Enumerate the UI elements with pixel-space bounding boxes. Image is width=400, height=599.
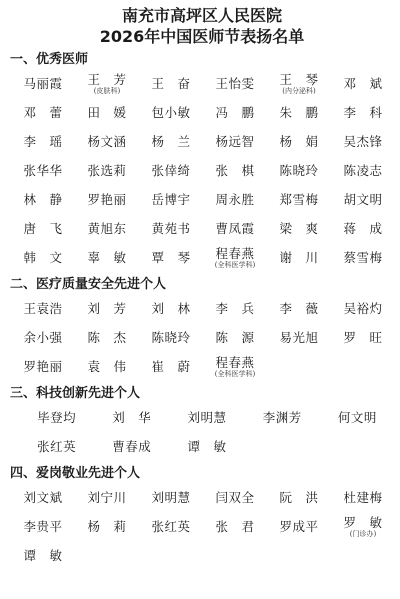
- person-name: 阮 洪: [279, 490, 319, 505]
- person-name: 陈晓玲: [279, 163, 319, 178]
- name-entry: [12, 294, 74, 323]
- person-name: 陈晓玲: [151, 330, 191, 345]
- name-entry: [321, 403, 394, 432]
- name-entry: [12, 214, 74, 243]
- person-name: 陈 杰: [87, 330, 127, 345]
- name-grid: [10, 69, 394, 272]
- person-name: 郑雪梅: [279, 192, 319, 207]
- name-entry: [140, 294, 202, 323]
- name-entry: [170, 432, 243, 461]
- name-entry: [12, 323, 74, 352]
- person-name: 刘文斌: [23, 490, 63, 505]
- person-name: 张 君: [215, 519, 255, 534]
- person-name: 吴裕灼: [343, 301, 383, 316]
- name-entry: [332, 483, 394, 512]
- name-entry: [76, 127, 138, 156]
- person-name: 刘宁川: [87, 490, 127, 505]
- name-entry: [12, 127, 74, 156]
- person-name: 蔡雪梅: [343, 250, 383, 265]
- person-name: 闫双全: [215, 490, 255, 505]
- name-entry: [204, 127, 266, 156]
- name-entry: [95, 403, 168, 432]
- name-entry: [170, 403, 243, 432]
- person-name: 马丽霞: [23, 76, 63, 91]
- person-name: 王 芳: [87, 71, 127, 87]
- person-name: 冯 鹏: [215, 105, 255, 120]
- document-title: 2026年中国医师节表扬名单: [99, 27, 305, 46]
- section-medical-quality: [10, 276, 394, 381]
- name-grid: [10, 403, 394, 461]
- name-entry: [76, 214, 138, 243]
- person-name: 周永胜: [215, 192, 255, 207]
- person-name: 张选莉: [87, 163, 127, 178]
- person-name: 陈凌志: [343, 163, 383, 178]
- name-entry: [332, 243, 394, 272]
- person-name: 田 媛: [87, 105, 127, 120]
- section-heading: 二、医疗质量安全先进个人: [10, 277, 167, 292]
- name-entry: [140, 214, 202, 243]
- name-entry: [140, 512, 202, 541]
- name-entry: [76, 512, 138, 541]
- person-name: 胡文明: [343, 192, 383, 207]
- person-name: 张倖绮: [151, 163, 191, 178]
- person-name: 刘 芳: [87, 301, 127, 316]
- name-entry: [140, 156, 202, 185]
- person-name: 李 薇: [279, 301, 319, 316]
- hospital-title: 南充市高坪区人民医院: [121, 6, 282, 25]
- name-entry: [76, 352, 138, 381]
- name-entry: [332, 69, 394, 98]
- name-entry: [268, 98, 330, 127]
- name-entry: [140, 352, 202, 381]
- name-entry: [204, 512, 266, 541]
- name-entry: [204, 185, 266, 214]
- person-name: 罗 敏: [343, 514, 383, 530]
- person-name: 杨 娟: [279, 134, 319, 149]
- section-tech-innovation: [10, 385, 394, 461]
- section-excellent-physicians: [10, 51, 394, 272]
- name-entry: [268, 214, 330, 243]
- name-entry: [12, 483, 74, 512]
- name-entry: [268, 185, 330, 214]
- department-note: (全科医学科): [214, 260, 256, 269]
- name-entry: [332, 127, 394, 156]
- name-entry: [268, 127, 330, 156]
- name-entry: [140, 98, 202, 127]
- person-name: 韩 文: [23, 250, 63, 265]
- person-name: 刘明慧: [151, 490, 191, 505]
- name-grid: [10, 483, 394, 570]
- name-entry: [12, 156, 74, 185]
- person-name: 李 兵: [215, 301, 255, 316]
- person-name: 罗 旺: [343, 330, 383, 345]
- department-note: (内分泌科): [282, 86, 316, 95]
- section-heading: 一、优秀医师: [10, 52, 89, 67]
- person-name: 谢 川: [279, 250, 319, 265]
- person-name: 邓 斌: [343, 76, 383, 91]
- name-entry: [332, 185, 394, 214]
- person-name: 毕登均: [37, 410, 77, 425]
- person-name: 程春燕: [215, 245, 255, 261]
- name-entry: [332, 214, 394, 243]
- person-name: 唐 飞: [23, 221, 63, 236]
- person-name: 陈 源: [215, 330, 255, 345]
- name-entry: [204, 323, 266, 352]
- person-name: 罗成平: [279, 519, 319, 534]
- department-note: (皮肤科): [93, 86, 121, 95]
- person-name: 刘 林: [151, 301, 191, 316]
- person-name: 张 棋: [215, 163, 255, 178]
- name-entry: [204, 294, 266, 323]
- person-name: 罗艳丽: [23, 359, 63, 374]
- person-name: 梁 爽: [279, 221, 319, 236]
- name-entry: [268, 69, 330, 98]
- name-entry: [140, 483, 202, 512]
- name-entry: [76, 323, 138, 352]
- person-name: 何文明: [337, 410, 377, 425]
- name-entry: [268, 512, 330, 541]
- person-name: 李贵平: [23, 519, 63, 534]
- name-entry: [204, 214, 266, 243]
- person-name: 罗艳丽: [87, 192, 127, 207]
- person-name: 杨 兰: [151, 134, 191, 149]
- name-entry: [76, 483, 138, 512]
- person-name: 李 科: [343, 105, 383, 120]
- name-entry: [12, 352, 74, 381]
- department-note: (全科医学科): [214, 369, 256, 378]
- name-entry: [140, 185, 202, 214]
- person-name: 朱 鹏: [279, 105, 319, 120]
- name-entry: [332, 156, 394, 185]
- section-heading: 三、科技创新先进个人: [10, 386, 141, 401]
- department-note: (门诊办): [349, 529, 377, 538]
- name-entry: [76, 156, 138, 185]
- person-name: 刘明慧: [187, 410, 227, 425]
- name-entry: [246, 403, 319, 432]
- name-entry: [204, 483, 266, 512]
- name-entry: [12, 185, 74, 214]
- name-entry: [204, 69, 266, 98]
- person-name: 杨远智: [215, 134, 255, 149]
- name-entry: [268, 323, 330, 352]
- name-entry: [268, 243, 330, 272]
- name-entry: [76, 69, 138, 98]
- section-dedication: [10, 465, 394, 570]
- name-entry: [204, 352, 266, 381]
- person-name: 林 静: [23, 192, 63, 207]
- name-entry: [204, 156, 266, 185]
- name-entry: [332, 323, 394, 352]
- person-name: 张红英: [37, 439, 77, 454]
- person-name: 刘 华: [112, 410, 152, 425]
- person-name: 包小敏: [151, 105, 191, 120]
- name-entry: [140, 69, 202, 98]
- person-name: 易光旭: [279, 330, 319, 345]
- person-name: 黄苑书: [151, 221, 191, 236]
- person-name: 程春燕: [215, 354, 255, 370]
- person-name: 黄旭东: [87, 221, 127, 236]
- name-entry: [140, 243, 202, 272]
- person-name: 杨 莉: [87, 519, 127, 534]
- person-name: 张红英: [151, 519, 191, 534]
- name-entry: [204, 243, 266, 272]
- person-name: 王袁浩: [23, 301, 63, 316]
- section-heading: 四、爱岗敬业先进个人: [10, 466, 141, 481]
- person-name: 谭 敏: [187, 439, 227, 454]
- name-entry: [12, 243, 74, 272]
- person-name: 蒋 成: [343, 221, 383, 236]
- person-name: 曹春成: [112, 439, 152, 454]
- name-entry: [20, 432, 93, 461]
- person-name: 袁 伟: [87, 359, 127, 374]
- name-entry: [12, 541, 74, 570]
- name-entry: [204, 98, 266, 127]
- person-name: 邓 蕾: [23, 105, 63, 120]
- person-name: 辜 敏: [87, 250, 127, 265]
- name-entry: [12, 98, 74, 127]
- person-name: 杜建梅: [343, 490, 383, 505]
- name-entry: [12, 512, 74, 541]
- person-name: 王 琴: [279, 71, 319, 87]
- name-entry: [12, 69, 74, 98]
- person-name: 李 瑶: [23, 134, 63, 149]
- name-grid: [10, 294, 394, 381]
- name-entry: [20, 403, 93, 432]
- name-entry: [140, 127, 202, 156]
- person-name: 曹凤霞: [215, 221, 255, 236]
- person-name: 余小强: [23, 330, 63, 345]
- name-entry: [140, 323, 202, 352]
- person-name: 王怡雯: [215, 76, 255, 91]
- name-entry: [332, 98, 394, 127]
- person-name: 王 奋: [151, 76, 191, 91]
- name-entry: [76, 98, 138, 127]
- person-name: 崔 蔚: [151, 359, 191, 374]
- name-entry: [76, 243, 138, 272]
- person-name: 李渊芳: [262, 410, 302, 425]
- name-entry: [332, 512, 394, 541]
- name-entry: [332, 294, 394, 323]
- name-entry: [268, 483, 330, 512]
- name-entry: [76, 294, 138, 323]
- person-name: 覃 琴: [151, 250, 191, 265]
- person-name: 张华华: [23, 163, 63, 178]
- person-name: 杨文涵: [87, 134, 127, 149]
- name-entry: [268, 294, 330, 323]
- name-entry: [95, 432, 168, 461]
- person-name: 谭 敏: [23, 548, 63, 563]
- name-entry: [268, 156, 330, 185]
- person-name: 岳博宇: [151, 192, 191, 207]
- person-name: 吴杰锋: [343, 134, 383, 149]
- name-entry: [76, 185, 138, 214]
